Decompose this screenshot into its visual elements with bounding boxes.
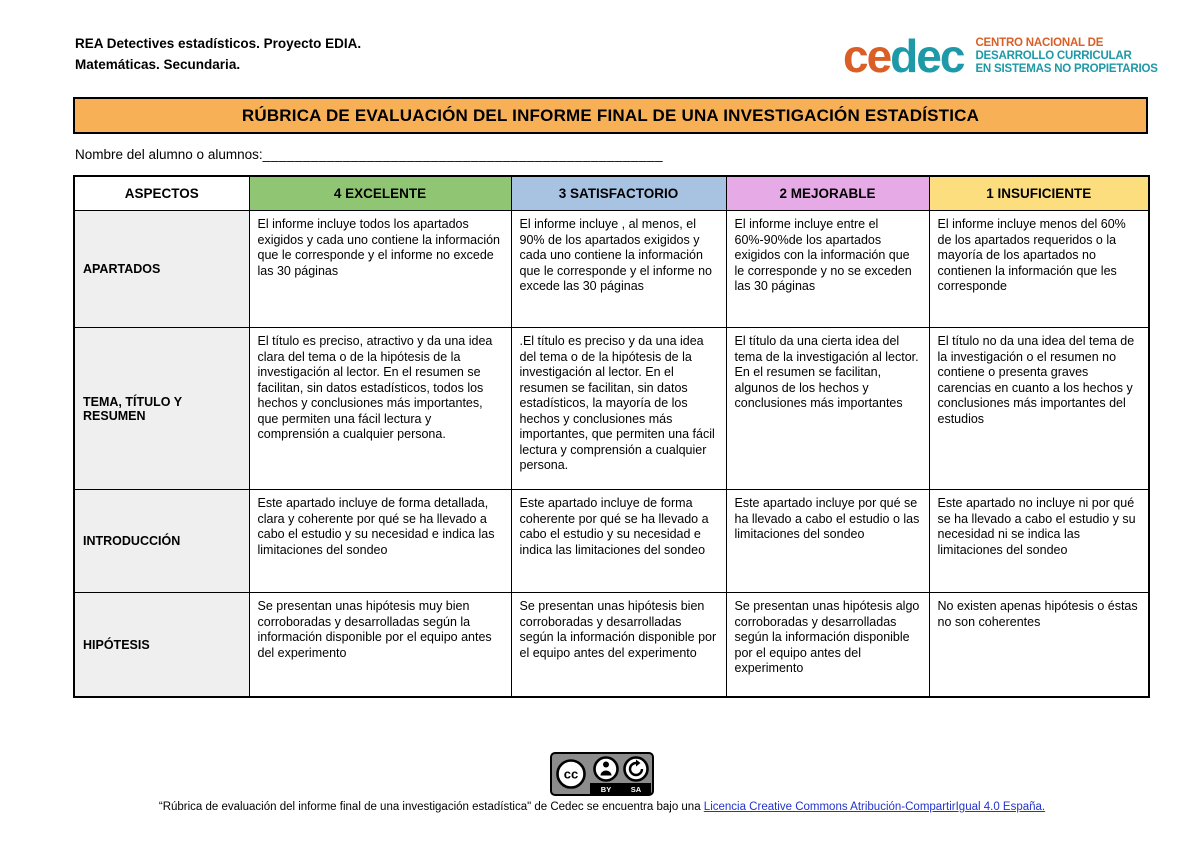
header-mejorable: 2 MEJORABLE bbox=[726, 176, 929, 211]
cedec-tagline-1: CENTRO NACIONAL DE bbox=[975, 36, 1104, 49]
cell-introduccion-insuficiente: Este apartado no incluye ni por qué se ha llevado a cabo el estudio y su necesidad ni se indica las limitaciones del sondeo bbox=[929, 490, 1149, 593]
cell-tema-satisfactorio: .El título es preciso y da una idea del tema o de la hipótesis de la investigación al lector. En el resumen se facilitan, sin datos estadísticos, la mayoría de los hechos y conclusiones más importantes, que permiten una fácil lectura y comprensión a cualquier persona. bbox=[511, 328, 726, 490]
project-header bbox=[75, 33, 361, 75]
aspect-label: INTRODUCCIÓN bbox=[74, 490, 249, 593]
project-line-2: Matemáticas. Secundaria. bbox=[75, 57, 241, 72]
cedec-tagline bbox=[975, 37, 1157, 76]
cell-tema-mejorable: El título da una cierta idea del tema de la investigación al lector. En el resumen se facilitan, algunos de los hechos y conclusiones más importantes bbox=[726, 328, 929, 490]
cedec-wordmark-ce: ce bbox=[843, 30, 891, 82]
license-link[interactable]: Licencia Creative Commons Atribución-CompartirIgual 4.0 España. bbox=[703, 801, 1046, 813]
cell-hipotesis-excelente: Se presentan unas hipótesis muy bien corroboradas y desarrolladas según la información disponible por el equipo antes del experimento bbox=[249, 593, 511, 698]
cell-introduccion-mejorable: Este apartado incluye por qué se ha llevado a cabo el estudio o las limitaciones del sondeo bbox=[726, 490, 929, 593]
aspect-label: HIPÓTESIS bbox=[74, 593, 249, 698]
header-aspectos: ASPECTOS bbox=[74, 176, 249, 211]
student-name-line bbox=[75, 147, 663, 162]
aspect-label: TEMA, TÍTULO Y RESUMEN bbox=[74, 328, 249, 490]
table-row-apartados bbox=[74, 211, 1149, 328]
cc-by-sa-badge bbox=[550, 752, 654, 801]
cell-hipotesis-satisfactorio: Se presentan unas hipótesis bien corroboradas y desarrolladas según la información disponible por el equipo antes del experimento bbox=[511, 593, 726, 698]
header-insuficiente: 1 INSUFICIENTE bbox=[929, 176, 1149, 211]
document-title-banner bbox=[73, 97, 1148, 134]
document-title: RÚBRICA DE EVALUACIÓN DEL INFORME FINAL DE UNA INVESTIGACIÓN ESTADÍSTICA bbox=[241, 105, 980, 125]
student-name-label: Nombre del alumno o alumnos: bbox=[75, 147, 263, 162]
header-excelente: 4 EXCELENTE bbox=[249, 176, 511, 211]
header-satisfactorio: 3 SATISFACTORIO bbox=[511, 176, 726, 211]
cell-apartados-insuficiente: El informe incluye menos del 60% de los apartados requeridos o la mayoría de los apartados no contienen la información que les corresponde bbox=[929, 211, 1149, 328]
cell-apartados-satisfactorio: El informe incluye , al menos, el 90% de los apartados exigidos y cada uno contiene la información que le corresponde y el informe no excede las 30 páginas bbox=[511, 211, 726, 328]
cell-hipotesis-insuficiente: No existen apenas hipótesis o éstas no son coherentes bbox=[929, 593, 1149, 698]
cedec-tagline-3: EN SISTEMAS NO PROPIETARIOS bbox=[975, 62, 1158, 75]
by-label: BY bbox=[600, 785, 612, 794]
table-row-tema-titulo-resumen bbox=[74, 328, 1149, 490]
student-name-blank: __________________________________________________ bbox=[262, 147, 664, 162]
cell-introduccion-excelente: Este apartado incluye de forma detallada, clara y coherente por qué se ha llevado a cabo el estudio y su necesidad e indica las limitaciones del sondeo bbox=[249, 490, 511, 593]
attribution-person-icon bbox=[595, 758, 618, 781]
license-text: “Rúbrica de evaluación del informe final de una investigación estadística" de Cedec se encuentra bajo una bbox=[158, 801, 704, 813]
cedec-tagline-2: DESARROLLO CURRICULAR bbox=[975, 49, 1132, 62]
rubric-table bbox=[73, 175, 1150, 698]
cc-icon-label: cc bbox=[563, 766, 579, 782]
cell-apartados-mejorable: El informe incluye entre el 60%-90%de los apartados exigidos con la información que le corresponde y no se exceden las 30 páginas bbox=[726, 211, 929, 328]
license-line bbox=[0, 801, 1204, 813]
cell-tema-excelente: El título es preciso, atractivo y da una idea clara del tema o de la hipótesis de la investigación al lector. En el resumen se facilitan, sin datos estadísticos, todos los hechos y conclusiones más importantes, que permiten una fácil lectura y comprensión a cualquier persona. bbox=[249, 328, 511, 490]
cell-introduccion-satisfactorio: Este apartado incluye de forma coherente por qué se ha llevado a cabo el estudio y su necesidad e indica las limitaciones del sondeo bbox=[511, 490, 726, 593]
cell-apartados-excelente: El informe incluye todos los apartados exigidos y cada uno contiene la información que le corresponde y el informe no excede las 30 páginas bbox=[249, 211, 511, 328]
cell-tema-insuficiente: El título no da una idea del tema de la investigación o el resumen no contiene o presenta graves carencias en cuanto a los hechos y conclusiones más importantes del estudios bbox=[929, 328, 1149, 490]
cedec-wordmark bbox=[843, 30, 964, 82]
aspect-label: APARTADOS bbox=[74, 211, 249, 328]
cc-by-sa-badge-image bbox=[550, 752, 654, 796]
cell-hipotesis-mejorable: Se presentan unas hipótesis algo corroboradas y desarrolladas según la información disponible por el equipo antes del experimento bbox=[726, 593, 929, 698]
cedec-logo bbox=[843, 30, 1158, 82]
cedec-wordmark-dec: dec bbox=[890, 30, 964, 82]
sa-label: SA bbox=[630, 785, 642, 794]
project-line-1: REA Detectives estadísticos. Proyecto EDIA. bbox=[75, 36, 362, 51]
rubric-header-row bbox=[74, 176, 1149, 211]
table-row-hipotesis bbox=[74, 593, 1149, 698]
table-row-introduccion bbox=[74, 490, 1149, 593]
